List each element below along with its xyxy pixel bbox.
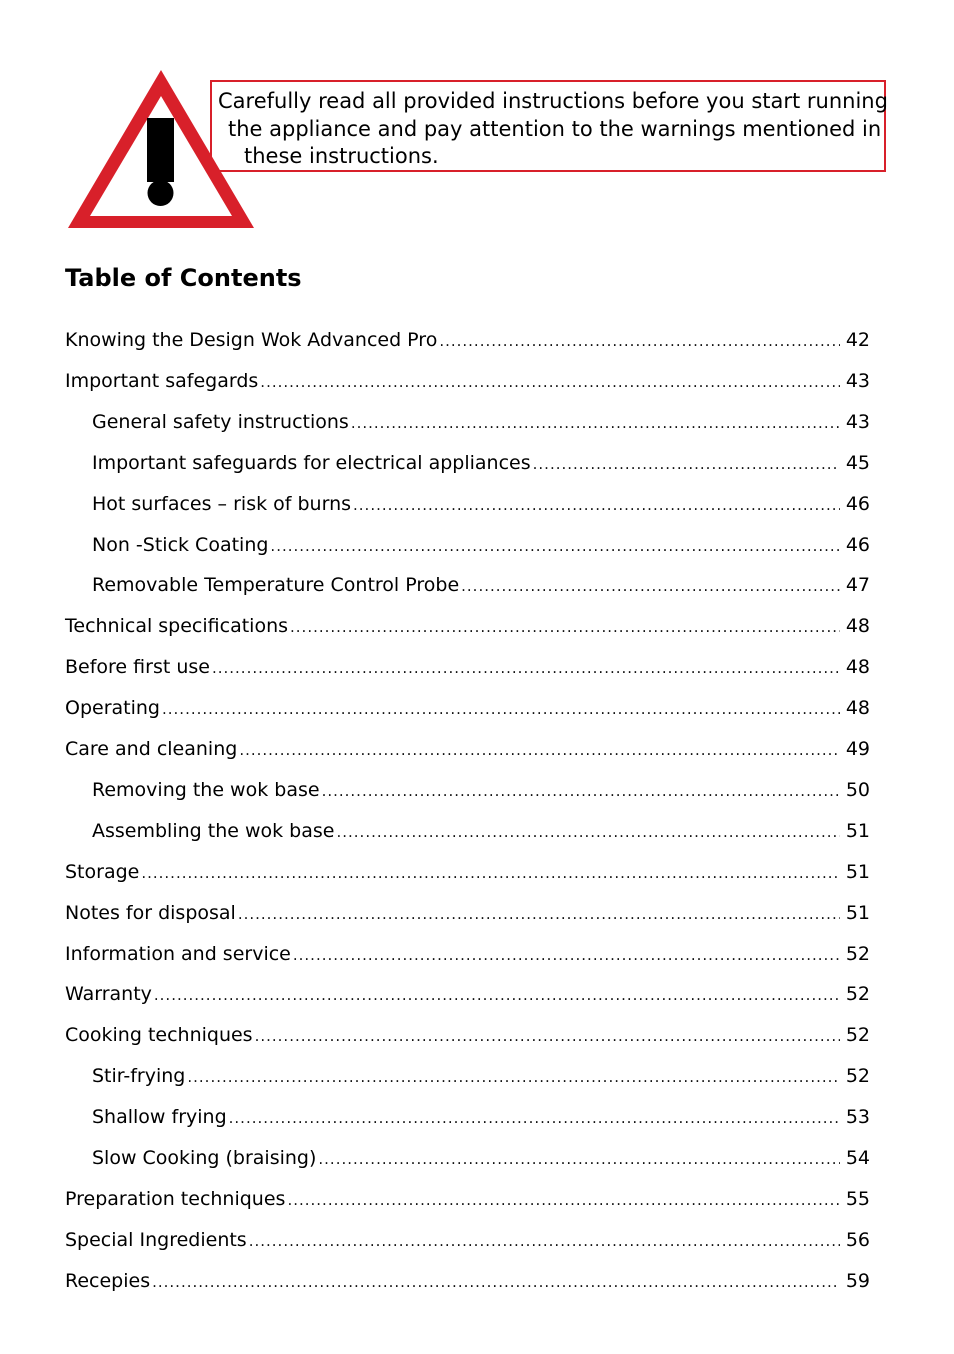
toc-entry[interactable]	[92, 571, 870, 599]
toc-entry-label: Care and cleaning	[65, 738, 238, 760]
toc-entry[interactable]	[65, 858, 870, 886]
toc-entry-page: 48	[845, 697, 870, 720]
toc-entry-label: Removable Temperature Control Probe	[92, 574, 460, 597]
toc-entry-page: 51	[845, 819, 870, 842]
toc-entry-page: 55	[845, 1187, 870, 1210]
toc-dot-leader	[212, 654, 840, 682]
toc-dot-leader	[152, 1268, 840, 1296]
toc-entry-page: 56	[845, 1228, 870, 1251]
toc-entry[interactable]	[65, 367, 870, 395]
toc-dot-leader	[533, 450, 840, 478]
toc-dot-leader	[249, 1227, 840, 1255]
toc-dot-leader	[255, 1022, 840, 1050]
toc-dot-leader	[351, 409, 840, 437]
toc-dot-leader	[238, 900, 840, 928]
toc-entry-page: 43	[845, 410, 870, 433]
toc-entry[interactable]	[92, 1062, 870, 1090]
toc-entry[interactable]	[65, 694, 870, 722]
toc-entry-page: 48	[845, 615, 870, 638]
toc-entry-label: Slow Cooking (braising)	[92, 1147, 317, 1169]
toc-entry[interactable]	[92, 531, 870, 559]
toc-entry[interactable]	[65, 735, 870, 763]
toc-entry[interactable]	[92, 490, 870, 518]
toc-entry[interactable]	[65, 612, 870, 640]
toc-dot-leader	[322, 777, 840, 805]
toc-entry[interactable]	[65, 940, 870, 968]
toc-entry-page: 50	[845, 778, 870, 801]
toc-entry-label: General safety instructions	[92, 410, 349, 433]
toc-title: Table of Contents	[65, 264, 302, 292]
toc-entry-page: 54	[845, 1147, 870, 1169]
toc-entry[interactable]	[65, 1226, 870, 1254]
toc-entry[interactable]	[92, 449, 870, 477]
toc-entry-label: Notes for disposal	[65, 901, 236, 924]
toc-dot-leader	[353, 491, 840, 519]
toc-entry-label: Operating	[65, 697, 160, 720]
toc-dot-leader	[290, 613, 840, 641]
toc-dot-leader	[260, 368, 840, 396]
toc-entry[interactable]	[65, 980, 870, 1008]
toc-dot-leader	[439, 327, 839, 355]
toc-entry-label: Hot surfaces – risk of burns	[92, 492, 352, 515]
toc-entry-page: 52	[845, 1024, 870, 1047]
toc-entry[interactable]	[65, 1021, 870, 1049]
toc-entry[interactable]	[92, 817, 870, 845]
toc-entry-label: Stir-frying	[92, 1065, 186, 1088]
notice-line-2: the appliance and pay attention to the warnings mentioned in	[228, 117, 882, 141]
toc-dot-leader	[293, 941, 840, 969]
toc-entry-page: 47	[845, 574, 870, 597]
toc-entry-page: 48	[845, 656, 870, 679]
toc-entry-label: Preparation techniques	[65, 1187, 286, 1210]
toc-entry-label: Before first use	[65, 656, 210, 679]
toc-dot-leader	[336, 818, 839, 846]
toc-entry-page: 46	[845, 492, 870, 515]
toc-entry-label: Important safeguards for electrical appliances	[92, 451, 531, 474]
toc-entry-label: Shallow frying	[92, 1106, 227, 1129]
toc-entry-page: 42	[845, 329, 870, 351]
toc-entry-page: 59	[845, 1269, 870, 1292]
toc-entry[interactable]	[65, 326, 870, 354]
notice-line-1: Carefully read all provided instructions before you start running	[218, 89, 888, 113]
toc-dot-leader	[154, 981, 840, 1009]
toc-dot-leader	[461, 572, 840, 600]
toc-entry[interactable]	[92, 1144, 870, 1172]
toc-dot-leader	[270, 532, 839, 560]
toc-entry[interactable]	[92, 776, 870, 804]
toc-entry-page: 53	[845, 1106, 870, 1129]
toc-dot-leader	[141, 859, 839, 887]
toc-entry-page: 52	[845, 942, 870, 965]
notice-line-3: these instructions.	[244, 144, 439, 168]
toc-entry-page: 46	[845, 533, 870, 556]
toc-entry-label: Special Ingredients	[65, 1228, 247, 1251]
toc-entry-page: 43	[845, 369, 870, 392]
toc-entry[interactable]	[92, 1103, 870, 1131]
toc-entry-label: Technical specifications	[65, 615, 289, 638]
toc-entry[interactable]	[65, 1267, 870, 1295]
toc-entry-label: Recepies	[65, 1269, 151, 1292]
toc-entry-page: 52	[845, 1065, 870, 1088]
toc-entry-page: 49	[845, 738, 870, 760]
toc-entry-label: Storage	[65, 860, 140, 883]
toc-entry-label: Assembling the wok base	[92, 819, 335, 842]
toc-dot-leader	[239, 736, 840, 764]
toc-dot-leader	[229, 1104, 840, 1132]
toc-entry[interactable]	[65, 899, 870, 927]
toc-entry-label: Removing the wok base	[92, 778, 320, 801]
toc-dot-leader	[162, 695, 840, 723]
toc-entry-label: Non -Stick Coating	[92, 533, 269, 556]
toc-dot-leader	[287, 1186, 839, 1214]
toc-entry[interactable]	[65, 653, 870, 681]
toc-dot-leader	[318, 1145, 839, 1173]
toc-entry-label: Important safegards	[65, 369, 259, 392]
toc-entry-label: Knowing the Design Wok Advanced Pro	[65, 329, 438, 351]
toc-entry-label: Information and service	[65, 942, 291, 965]
toc-entry-label: Cooking techniques	[65, 1024, 253, 1047]
toc-entry[interactable]	[65, 1185, 870, 1213]
toc-entry-page: 51	[845, 901, 870, 924]
toc-dot-leader	[187, 1063, 839, 1091]
toc-entry[interactable]	[92, 408, 870, 436]
toc-entry-label: Warranty	[65, 983, 152, 1006]
toc-entry-page: 52	[845, 983, 870, 1006]
toc-entry-page: 51	[845, 860, 870, 883]
toc-entry-page: 45	[845, 451, 870, 474]
